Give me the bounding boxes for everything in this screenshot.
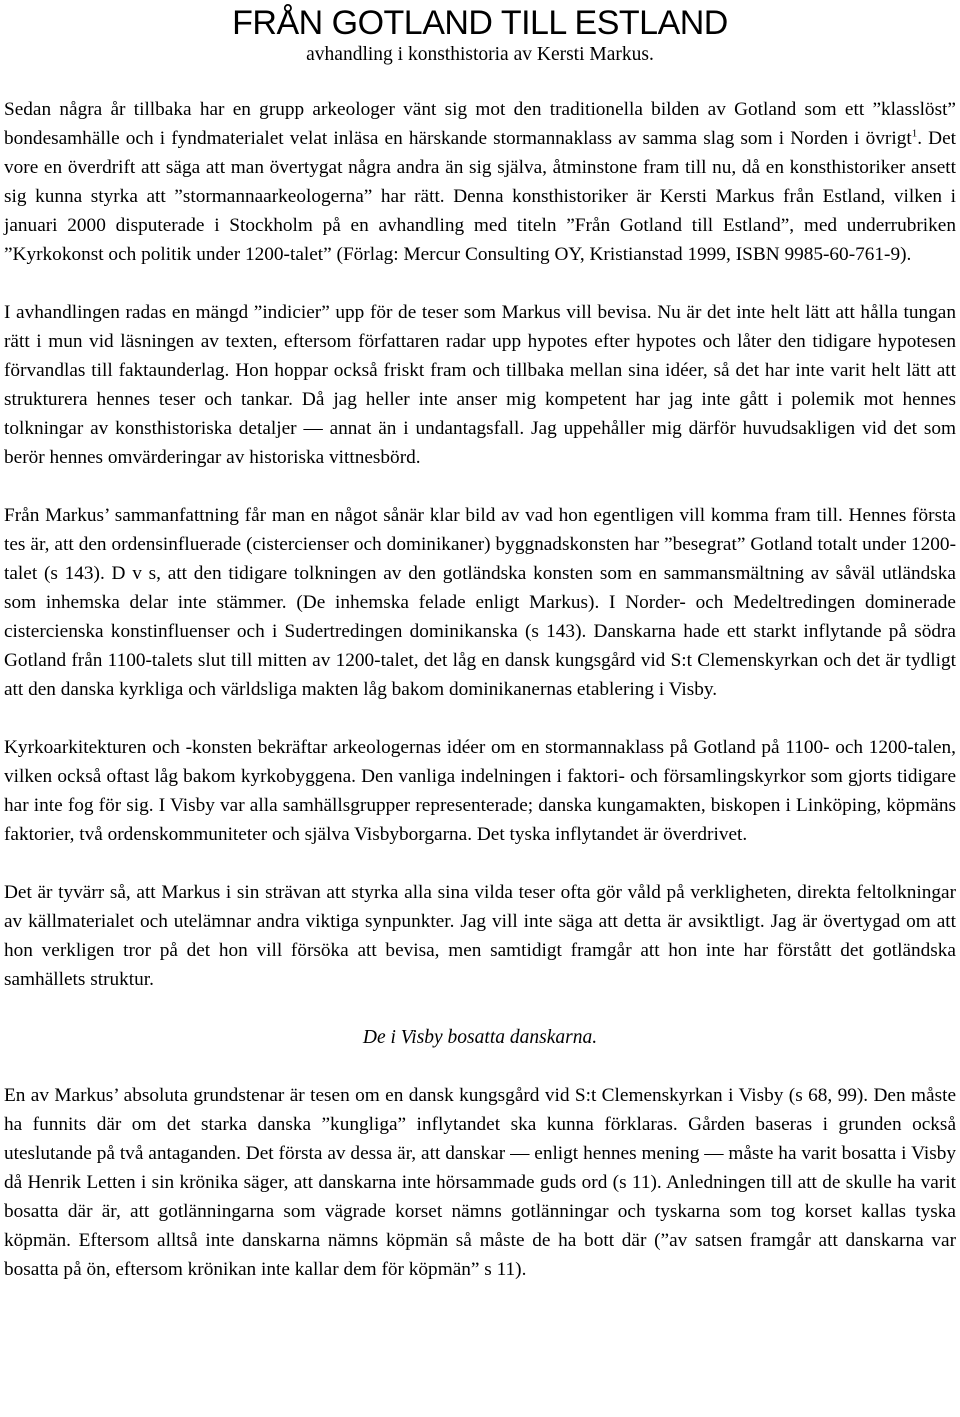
body-paragraph: Kyrkoarkitekturen och -konsten bekräftar arkeologernas idéer om en stormannaklass på Gotland på 1100- och 1200-talen, vilken också oftast låg bakom kyrkobyggena. Den vanliga indelningen i faktori- och församlingskyrkor som gjorts tidigare har inte fog för sig. I Visby var alla samhällsgrupper representerade; danska kungamakten, biskopen i Linköping, köpmäns faktorier, två ordenskommuniteter och själva Visbyborgarna. Det tyska inflytandet är överdrivet. [4,737,956,845]
section-heading: De i Visby bosatta danskarna. [362,1027,598,1048]
body-paragraph: Det är tyvärr så, att Markus i sin strävan att styrka alla sina vilda teser ofta gör våld på verkligheten, direkta feltolkningar av källmaterialet och utelämnar andra viktiga synpunkter. Jag vill inte säga att detta är avsiktligt. Jag är övertygad om att hon verkligen tror på det hon vill försöka att bevisa, men samtidigt framgår att hon inte har förstått det gotländska samhällets struktur. [4,882,956,990]
document-page [4,0,956,1284]
body-paragraph: I avhandlingen radas en mängd ”indicier” upp för de teser som Markus vill bevisa. Nu är det inte helt lätt att hålla tungan rätt i mun vid läsningen av texten, eftersom författaren radar upp hypotes efter hypotes och låter den tidigare hypotesen förvandlas till faktaunderlag. Hon hoppar också friskt fram och tillbaka mellan sina idéer, så det har inte varit helt lätt att strukturera hennes teser och tankar. Då jag heller inte anser mig kompetent har jag inte gått i polemik mot hennes tolkningar av konsthistoriska detaljer — annat än i undantagsfall. Jag uppehåller mig därför huvudsakligen vid det som berör hennes omvärderingar av historiska vittnesbörd. [4,302,956,468]
section-paragraph: En av Markus’ absoluta grundstenar är tesen om en dansk kungsgård vid S:t Clemenskyrkan i Visby (s 68, 99). Den måste ha funnits där om det starka danska ”kungliga” inflytandet ska kunna förklaras. Gården baseras i grunden också uteslutande på två antaganden. Det första av dessa är, att danskar — enligt hennes mening — måste ha varit bosatta i Visby då Henrik Letten i sin krönika säger, att danskarna inte hörsammade guds ord (s 11). Anledningen till att de skulle ha varit bosatta där är, att gotlänningarna som vägrade korset nämns gotlänningar och tyskarna som tog korset kallas tyska köpmän. Eftersom alltså inte danskarna nämns köpmän så måste de ha bott där (”av satsen framgår att danskarna var bosatta på ön, eftersom krönikan inte kallar dem för köpmän” s 11). [4,1085,956,1280]
footnote-reference[interactable]: 1 [911,127,918,140]
intro-paragraph [4,95,956,269]
body-paragraph: Från Markus’ sammanfattning får man en något sånär klar bild av vad hon egentligen vill komma fram till. Hennes första tes är, att den ordensinfluerade (cistercienser och dominikaner) byggnadskonsten har ”besegrat” Gotland totalt under 1200-talet (s 143). D v s, att den tidigare tolkningen av den gotländska konsten som en sammansmältning av såväl utländska som inhemska delar inte stämmer. (De inhemska felade enligt Markus). I Norder- och Medeltredingen dominerade cistercienska konstinfluenser och i Sudertredingen dominikanska (s 143). Danskarna hade ett starkt inflytande på södra Gotland från 1100-talets slut till mitten av 1200-talet, det låg en dansk kungsgård vid S:t Clemenskyrkan och det är tydligt att den danska kyrkliga och världsliga makten låg bakom dominikanernas etablering i Visby. [4,505,956,700]
intro-text-start: Sedan några år tillbaka har en grupp arkeologer vänt sig mot den traditionella bilden av Gotland som ett ”klasslöst” bondesamhälle och i fyndmaterialet velat inläsa en härskande stormannaklass av samma slag som i Norden i övrigt [4,99,956,149]
intro-text-end: . Det vore en överdrift att säga att man övertygat några andra än sig själva, åtminstone fram till nu, då en konsthistoriker ansett sig kunna styrka att ”stormannaarkeologerna” har rätt. Denna konsthistoriker är Kersti Markus från Estland, vilken i januari 2000 disputerade i Stockholm på en avhandling med titeln ”Från Gotland till Estland”, med underrubriken ”Kyrkokonst och politik under 1200-talet” (Förlag: Mercur Consulting OY, Kristianstad 1999, ISBN 9985-60-761-9). [4,128,956,265]
document-subtitle: avhandling i konsthistoria av Kersti Markus. [306,44,654,65]
document-title: FRÅN GOTLAND TILL ESTLAND [232,4,728,42]
